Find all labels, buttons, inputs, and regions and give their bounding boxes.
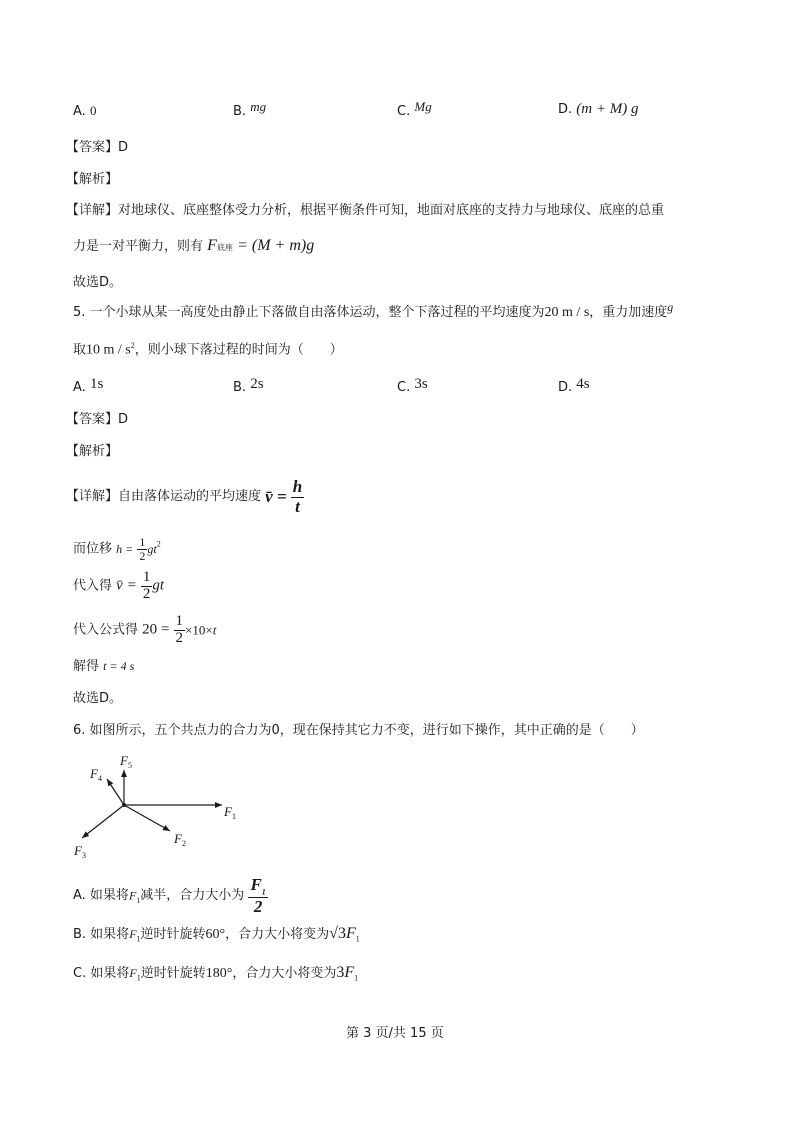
q4-option-d: D. (m + M) g xyxy=(558,101,639,117)
q5-option-b: B. 2s xyxy=(233,376,264,395)
q5-answer: 【答案】D xyxy=(66,412,129,427)
force-label-f2: $F_2$ xyxy=(174,831,186,848)
q5-displacement: 而位移 h = $\frac{1}{2}$ $gt^2$ xyxy=(73,535,161,563)
q5-detail: 【详解】自由落体运动的平均速度 v̄ = $\frac{h}{t}$ xyxy=(66,477,303,516)
force-diagram xyxy=(70,752,250,862)
q5-option-a: A. 1s xyxy=(73,376,104,395)
force-arrow-f4 xyxy=(107,779,124,805)
q4-option-a: A. 0 xyxy=(73,103,97,119)
q5-substitute-1: 代入得 v̄ = $\frac{1}{2}$ gt xyxy=(73,569,164,602)
page-footer: 第 3 页/共 15 页 xyxy=(346,1026,444,1041)
q5-analysis-tag: 【解析】 xyxy=(66,444,119,459)
q4-option-c: C. Mg xyxy=(397,99,432,119)
q5-substitute-2: 代入公式得 20 = $\frac{1}{2}$ ×10×t xyxy=(73,613,217,646)
q6-stem: 6. 如图所示，五个共点力的合力为0，现在保持其它力不变，进行如下操作，其中正确的是（ ） xyxy=(73,723,644,738)
q4-conclusion: 故选D。 xyxy=(73,275,123,290)
q4-option-b: B. mg xyxy=(233,99,267,119)
q4-detail-line2: 力是一对平衡力，则有 F底座 = (M + m)g xyxy=(73,237,315,254)
q6-option-a: A. 如果将$F_1$减半，合力大小为 $\frac{F_1}{2}$ xyxy=(73,875,266,916)
force-label-f3: $F_3$ xyxy=(74,843,86,860)
force-label-f1: $F_1$ xyxy=(224,804,236,821)
q5-option-c: C. 3s xyxy=(397,376,428,395)
q5-avg-velocity-fraction: $\frac{h}{t}$ xyxy=(292,477,303,516)
q6-option-b: B. 如果将$F_1$逆时针旋转60°，合力大小将变为$√3F_1$ xyxy=(73,925,360,944)
q5-conclusion: 故选D。 xyxy=(73,691,123,706)
q6-option-c: C. 如果将$F_1$逆时针旋转180°，合力大小将变为$3F_1$ xyxy=(73,964,359,983)
force-label-f4: $F_4$ xyxy=(90,766,102,783)
q4-analysis-tag: 【解析】 xyxy=(66,172,119,187)
q5-stem-line1: 5. 一个小球从某一高度处由静止下落做自由落体运动，整个下落过程的平均速度为20 m / s，重力加速度g xyxy=(73,300,674,320)
q5-option-d: D. 4s xyxy=(558,376,590,395)
force-label-f5: $F_5$ xyxy=(120,753,132,770)
q4-detail-line1: 【详解】对地球仪、底座整体受力分析，根据平衡条件可知，地面对底座的支持力与地球仪、底座的总重 xyxy=(66,203,665,218)
q5-solution: 解得 t = 4 s xyxy=(73,659,135,674)
force-origin-point xyxy=(122,803,126,807)
force-arrow-f2 xyxy=(124,805,170,831)
q5-stem-line2: 取10 m / $s^2$，则小球下落过程的时间为（ ） xyxy=(73,341,343,358)
q4-answer: 【答案】D xyxy=(66,140,129,155)
q6-option-a-fraction: $\frac{F_1}{2}$ xyxy=(250,875,266,916)
force-arrow-f3 xyxy=(82,805,124,838)
